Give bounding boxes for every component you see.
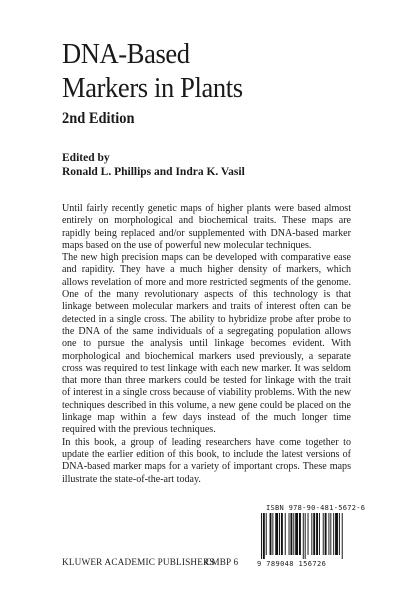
title-line-2: Markers in Plants [62, 73, 243, 104]
barcode-digits: 9 789048 156726 [257, 560, 327, 568]
edition-label: 2nd Edition [62, 110, 135, 127]
isbn-text: ISBN 978-90-481-5672-6 [266, 504, 366, 512]
editors-names: Ronald L. Phillips and Indra K. Vasil [62, 166, 245, 178]
title-line-1: DNA-Based [62, 39, 190, 70]
blurb-paragraph-2: The new high precision maps can be developed with comparative ease and rapidity. They have a much higher density of markers, which allows revelation of more and more restricted segments of the genome. One of the many revolutionary aspects of this technology is that linkage between molecular markers and traits of interest often can be detected in a single cross. The ability to hybridize probe after probe to the DNA of the same individuals of a segregating population allows one to pursue the analysis until linkage becomes evident. With morphological and biochemical markers used previously, a separate cross was required to test linkage with each new marker. It was seldom that more than three markers could be tested for linkage with the trait of interest in a single cross because of viability problems. With the new techniques described in this volume, a new gene could be placed on the linkage map within a few days instead of the much longer time required with the previous techniques. [62, 252, 351, 436]
publisher-name: KLUWER ACADEMIC PUBLISHERS [62, 557, 215, 567]
blurb-paragraph-1: Until fairly recently genetic maps of higher plants were based almost entirely on morphological and biochemical traits. These maps are rapidly being replaced and/or supplemented with DNA-based marker maps based on the use of powerful new molecular techniques. [62, 203, 351, 251]
series-code: CMBP 6 [205, 557, 239, 567]
edited-by-label: Edited by [62, 152, 110, 164]
back-cover-blurb [62, 203, 351, 486]
book-title [62, 38, 341, 106]
blurb-paragraph-3: In this book, a group of leading researchers have come together to update the earlier edition of this book, to include the latest versions of DNA-based marker maps for a variety of important crops. These maps illustrate the state-of-the-art today. [62, 436, 351, 485]
